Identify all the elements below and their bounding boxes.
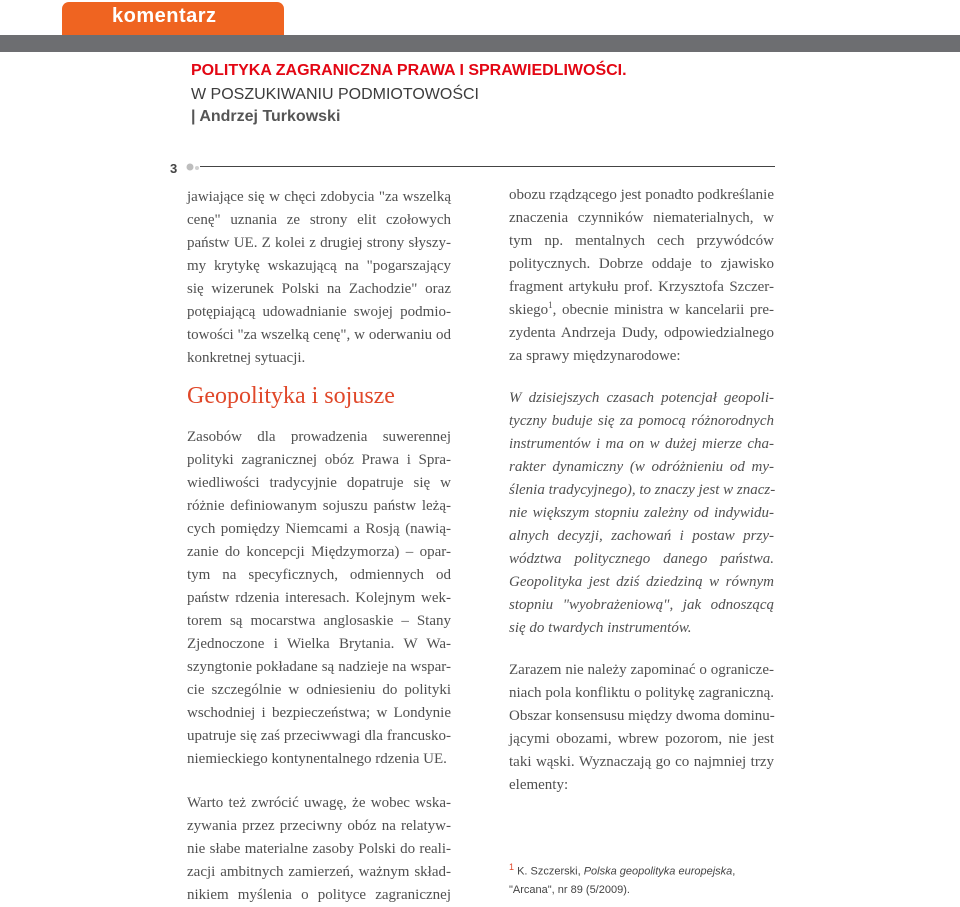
quote-line: instrumentów i ma on w dużej mierze cha- xyxy=(509,436,774,452)
page-number: 3 xyxy=(170,161,178,176)
text-line: Zasobów dla prowadzenia suwerennej xyxy=(187,429,451,445)
right-intro-text xyxy=(509,184,774,368)
footnote-reference[interactable]: 1 xyxy=(548,300,553,310)
text-line: taki wąski. Wyznaczają go co najmniej trzy xyxy=(509,754,774,770)
header-rule xyxy=(200,166,775,167)
text-line: niemieckiego kontynentalnego rdzenia UE. xyxy=(187,751,447,767)
left-intro-text xyxy=(187,186,451,370)
text-line: jawiające się w chęci zdobycia "za wszelką xyxy=(187,189,451,205)
footnote-number: 1 xyxy=(509,862,515,872)
text-line: znaczenia czynników niematerialnych, w xyxy=(509,210,774,226)
text-line: zydenta Andrzeja Dudy, odpowiedzialnego xyxy=(509,325,774,341)
text-line: zywania przez przeciwny obóz na relatyw- xyxy=(187,818,451,834)
quote-line: ślenia tradycyjnego), to znaczy jest w znacz- xyxy=(509,482,776,498)
text-line: nikiem myślenia o polityce zagranicznej xyxy=(187,887,451,903)
footnote-title: Polska geopolityka europejska xyxy=(583,865,733,878)
text-line: za sprawy międzynarodowe: xyxy=(509,348,681,364)
text-line: upatruje się zaś przeciwwagi dla francusko- xyxy=(187,728,451,744)
text-line: torem są mocarstwa anglosaskie – Stany xyxy=(187,613,451,629)
text-line: konkretnej sytuacji. xyxy=(187,350,306,366)
article-subtitle: W POSZUKIWANIU PODMIOTOWOŚCI xyxy=(191,86,479,103)
text-line: Zjednoczone i Wielka Brytania. W Wa- xyxy=(187,636,451,652)
text-line: różnie definiowanym sojuszu państw leżą- xyxy=(187,498,451,514)
text-line: obozu rządzącego jest ponadto podkreślanie xyxy=(509,187,774,203)
text-line: cie szczególnie w odniesieniu do polityki xyxy=(187,682,451,698)
text-line: Obszar konsensusu między dwoma dominu- xyxy=(509,708,775,724)
text-line: towości "za wszelką cenę", w oderwaniu od xyxy=(187,327,451,343)
quote-line: rakter dynamiczny (w odróżnieniu od my- xyxy=(509,459,774,475)
decorative-dots-icon xyxy=(186,163,202,171)
text-line: szyngtonie pokładane są nadzieje na wspar- xyxy=(187,659,451,675)
text-line: cenę" uznania ze strony elit czołowych xyxy=(187,212,451,228)
quote-line: się do twardych instrumentów. xyxy=(509,620,692,636)
text-line: tym np. mentalnych cech przywódców xyxy=(509,233,774,249)
text-line: jącymi obozami, wbrew pozorom, nie jest xyxy=(509,731,774,747)
text-line: wschodniej i bezpieczeństwa; w Londynie xyxy=(187,705,451,721)
text-line-with-footnote xyxy=(509,299,774,322)
left-paragraph-1 xyxy=(187,426,451,771)
text-line: państw UE. Z kolei z drugiej strony słyszy- xyxy=(187,235,451,251)
text-fragment: skiego xyxy=(509,302,549,318)
text-line: Warto też zwrócić uwagę, że wobec wska- xyxy=(187,795,451,811)
footnote-line-1 xyxy=(509,862,735,878)
text-line: cych pomiędzy Niemcami a Rosją (nawią- xyxy=(187,521,451,537)
text-line: my krytykę wskazującą na "pogarszający xyxy=(187,258,451,274)
footnote-comma: , xyxy=(732,865,736,878)
text-line: wiedliwości tradycyjnie dopatruje się w xyxy=(187,475,451,491)
text-line: zanie do koncepcji Międzymorza) – opar- xyxy=(187,544,451,560)
text-line: państw rdzenia interesach. Kolejnym wek- xyxy=(187,590,451,606)
quote-line: Geopolityka jest dziś dziedziną w równym xyxy=(509,574,774,590)
quote-line: W dzisiejszych czasach potencjał geopoli- xyxy=(509,390,774,406)
text-line: elementy: xyxy=(509,777,569,793)
right-paragraph xyxy=(509,659,774,797)
text-line: tym na specyficznych, odmiennych od xyxy=(187,567,451,583)
text-fragment: , obecnie ministra w kancelarii pre- xyxy=(552,302,774,318)
left-paragraph-2 xyxy=(187,792,451,907)
quote-line: tyczny buduje się za pomocą różnorodnych xyxy=(509,413,774,429)
section-heading: Geopolityka i sojusze xyxy=(187,383,395,409)
text-line: Zarazem nie należy zapominać o ogranicze- xyxy=(509,662,774,678)
text-line: zacji ambitnych zamierzeń, ważnym skład- xyxy=(187,864,451,880)
text-line: politycznych. Dobrze oddaje to zjawisko xyxy=(509,256,774,272)
quote-line: nie większym stopniu zależny od indywidu- xyxy=(509,505,774,521)
text-line: niach pola konfliktu o politykę zagraniczną. xyxy=(509,685,774,701)
article-author: | Andrzej Turkowski xyxy=(191,108,341,125)
footnote-author: K. Szczerski, xyxy=(517,865,584,878)
text-line: nie słabe materialne zasoby Polski do reali- xyxy=(187,841,451,857)
header-bar xyxy=(0,35,960,52)
section-tab-label: komentarz xyxy=(112,5,217,27)
footnote-line-2: "Arcana", nr 89 (5/2009). xyxy=(509,884,630,896)
article-title: POLITYKA ZAGRANICZNA PRAWA I SPRAWIEDLIWOŚCI. xyxy=(191,62,627,79)
quote-line: alnych decyzji, zachowań i postaw przy- xyxy=(509,528,774,544)
section-tab xyxy=(62,2,284,35)
quote-line: wództwa politycznego danego państwa. xyxy=(509,551,774,567)
text-line: potępiającą udowadnianie swojej podmio- xyxy=(187,304,451,320)
quote-block xyxy=(509,387,774,640)
text-line: się wizerunek Polski na Zachodzie" oraz xyxy=(187,281,451,297)
quote-line: stopniu "wyobrażeniową", jak odnoszącą xyxy=(509,597,774,613)
text-line: fragment artykułu prof. Krzysztofa Szczer- xyxy=(509,279,774,295)
text-line: polityki zagranicznej obóz Prawa i Spra- xyxy=(187,452,451,468)
